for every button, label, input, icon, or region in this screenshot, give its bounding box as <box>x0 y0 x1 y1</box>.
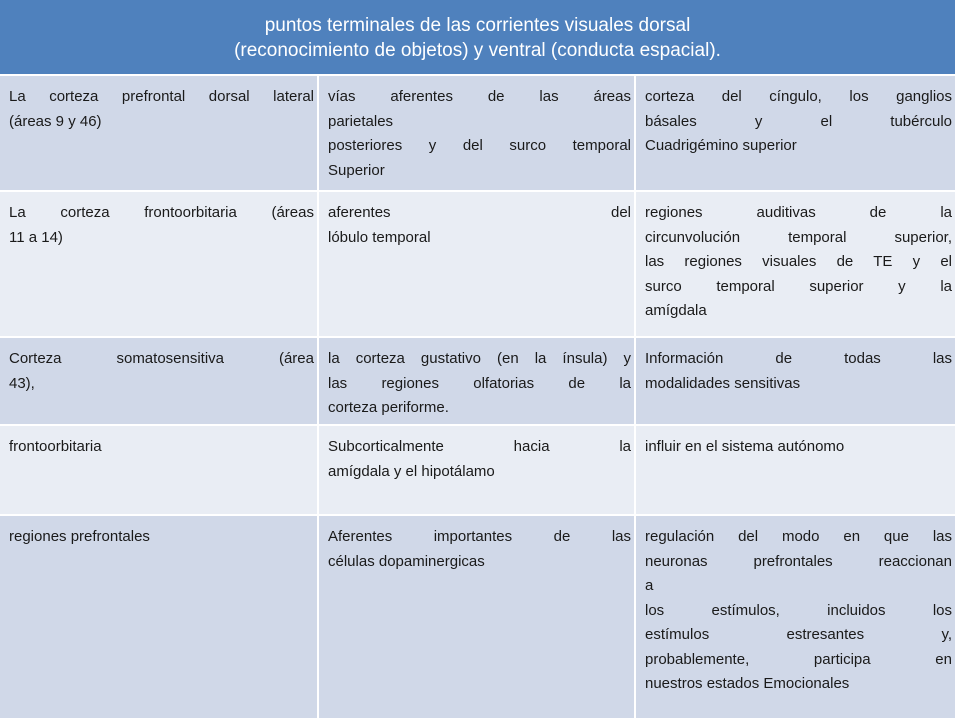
cell-text-line: amígdala <box>645 302 707 319</box>
cell-text-line: los estímulos, incluidos los <box>645 601 952 619</box>
cell-text-line: La corteza prefrontal dorsal lateral <box>9 88 314 105</box>
cell-text-line: vías aferentes de las áreas <box>328 88 631 105</box>
cell-text-line: Subcorticalmente hacia la <box>328 438 631 455</box>
cell-text-line: las regiones visuales de TE y el <box>645 253 952 270</box>
cell-text-line: aferentes del <box>328 204 631 221</box>
cell-text-line: parietales <box>328 112 394 130</box>
cell-text-line: Superior <box>328 161 385 179</box>
cell-text-line: Información de todas las <box>645 350 952 367</box>
cell-text-line: corteza del cíngulo, los ganglios <box>645 88 952 105</box>
table-cell-r5-c1 <box>0 516 317 720</box>
cell-text-line: células dopaminergicas <box>328 552 485 570</box>
table-cell-r1-c1 <box>0 76 317 192</box>
cell-text-line: lóbulo temporal <box>328 228 431 246</box>
cell-text-line: La corteza frontoorbitaria (áreas <box>9 204 314 221</box>
cell-text-line: posteriores y del surco temporal <box>328 137 631 154</box>
header-line-2: (reconocimiento de objetos) y ventral (conducta espacial). <box>234 40 721 61</box>
table-header <box>0 0 955 76</box>
cell-text-line: neuronas prefrontales reaccionan <box>645 552 952 570</box>
table-cell-r2-c3 <box>634 192 955 338</box>
table-cell-r5-c2 <box>317 516 634 720</box>
cell-text-line: Aferentes importantes de las <box>328 528 631 545</box>
table-cell-r2-c1 <box>0 192 317 338</box>
cell-text-line: circunvolución temporal superior, <box>645 228 952 246</box>
cell-text-line: corteza periforme. <box>328 399 449 416</box>
cell-text-line: básales y el tubérculo <box>645 112 952 130</box>
cell-text-line: Cuadrigémino superior <box>645 137 797 154</box>
cell-text-line: regiones auditivas de la <box>645 204 952 221</box>
cell-text-line: las regiones olfatorias de la <box>328 374 631 392</box>
table-cell-r2-c2 <box>317 192 634 338</box>
cell-text-line: 43), <box>9 374 35 392</box>
cell-text-line: a <box>645 577 654 594</box>
cell-text-line: la corteza gustativo (en la ínsula) y <box>328 350 631 367</box>
header-line-1: puntos terminales de las corrientes visuales dorsal <box>264 15 691 36</box>
cell-text-line: Corteza somatosensitiva (área <box>9 350 314 367</box>
cell-text-line: frontoorbitaria <box>9 438 102 455</box>
cell-text-line: influir en el sistema autónomo <box>645 438 845 455</box>
table-cell-r5-c3 <box>634 516 955 720</box>
cell-text-line: (áreas 9 y 46) <box>9 112 102 130</box>
cell-text-line: nuestros estados Emocionales <box>645 675 850 692</box>
table-cell-r1-c3 <box>634 76 955 192</box>
table-cell-r3-c3 <box>634 338 955 426</box>
cell-text-line: 11 a 14) <box>9 228 63 246</box>
table-cell-r1-c2 <box>317 76 634 192</box>
cell-text-line: regulación del modo en que las <box>645 528 952 545</box>
cell-text-line: estímulos estresantes y, <box>645 626 952 643</box>
cell-text-line: amígdala y el hipotálamo <box>328 462 495 480</box>
table-cell-r4-c3 <box>634 426 955 516</box>
cell-text-line: modalidades sensitivas <box>645 374 801 392</box>
table-cell-r4-c1 <box>0 426 317 516</box>
table-cell-r4-c2 <box>317 426 634 516</box>
cell-text-line: surco temporal superior y la <box>645 277 952 295</box>
cell-text-line: regiones prefrontales <box>9 528 150 545</box>
table-cell-r3-c1 <box>0 338 317 426</box>
cell-text-line: probablemente, participa en <box>645 650 952 668</box>
table-cell-r3-c2 <box>317 338 634 426</box>
